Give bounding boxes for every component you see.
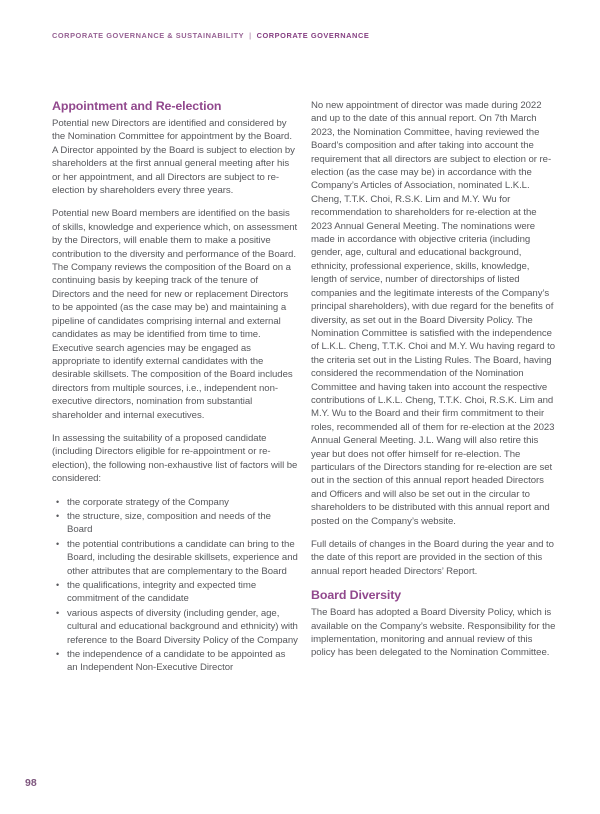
paragraph: Potential new Board members are identified on the basis of skills, knowledge and experience which, on assessment by the Directors, will enable them to make a positive contribution to the diversity and performance of the Board. The Company reviews the composition of the Board on a continuing basis by keeping track of the tenure of Directors and the need for new or replacement Directors to be appointed (as the case may be) and maintaining a pipeline of candidates comprising internal and external candidates as may be identified from time to time. Executive search agencies may be engaged as appropriate to identify external candidates with the desirable skillsets. The composition of the Board includes directors from multiple sources, i.e., independent non-executive directors, nomination from substantial shareholder and internal executives.: [52, 208, 298, 421]
list-item: • the corporate strategy of the Company: [52, 496, 298, 509]
page-number: 98: [25, 777, 37, 789]
breadcrumb-separator: |: [249, 31, 252, 40]
paragraph: No new appointment of director was made during 2022 and up to the date of this annual report. On 7th March 2023, the Nomination Committee, having reviewed the Board’s composition and after taking into account the requirement that all directors are subject to election or re-election (as the case may be) in accordance with the Company’s Articles of Association, nominated L.K.L. Cheng, T.T.K. Choi, R.S.K. Lim and M.Y. Wu for recommendation to shareholders for re-election at the 2023 Annual General Meeting. The nominations were made in accordance with objective criteria (including gender, age, cultural and educational background, ethnicity, professional experience, skills, knowledge, length of service, number of directorships of listed companies and the legitimate interests of the Company’s principal shareholders), with due regard for the benefits of diversity, as set out in the Board Diversity Policy. The Nomination Committee is satisfied with the independence of L.K.L. Cheng, T.T.K. Choi and M.Y. Wu having regard to the criteria set out in the Listing Rules. The Board, having considered the recommendation of the Nomination Committee and having taken into account the respective contributions of L.K.L. Cheng, T.T.K. Choi, R.S.K. Lim and M.Y. Wu to the Board and their firm commitment to their roles, recommended all of them for re-election at the 2023 Annual General Meeting. J.L. Wang will also retire this year but does not offer himself for re-election. The particulars of the Directors standing for re-election are set out in the section of this annual report headed Directors and Officers and will also be set out in the circular to shareholders to be distributed with this annual report and posted on the Company’s website.: [311, 100, 556, 527]
breadcrumb: [52, 31, 369, 40]
section-heading-board-diversity: Board Diversity: [311, 588, 402, 603]
left-column: [52, 99, 298, 676]
list-item: • the structure, size, composition and needs of the Board: [52, 510, 298, 537]
candidate-factors-list: [52, 496, 298, 675]
right-column: [311, 99, 557, 676]
list-item: • the potential contributions a candidate can bring to the Board, including the desirable skillsets, experience and other attributes that are complementary to the Board: [52, 538, 298, 578]
page-content: [52, 99, 557, 676]
paragraph: The Board has adopted a Board Diversity Policy, which is available on the Company’s website. Responsibility for the implementation, monitoring and annual review of this policy has been delegated to the Nomination Committee.: [311, 607, 556, 659]
paragraph: In assessing the suitability of a proposed candidate (including Directors eligible for re-appointment or re-election), the following non-exhaustive list of factors will be considered:: [52, 432, 298, 485]
paragraph: Potential new Directors are identified and considered by the Nomination Committee for appointment by the Board. A Director appointed by the Board is subject to election by shareholders at the first annual general meeting after his or her appointment, and all Directors are subject to re-election by shareholders every three years.: [52, 118, 295, 197]
list-item: • the independence of a candidate to be appointed as an Independent Non-Executive Director: [52, 648, 298, 675]
breadcrumb-current-page: CORPORATE GOVERNANCE: [256, 31, 370, 40]
section-heading-appointment: Appointment and Re-election: [52, 99, 222, 113]
paragraph: Full details of changes in the Board during the year and to the date of this report are provided in the section of this annual report headed Directors’ Report.: [311, 539, 554, 577]
breadcrumb-section: CORPORATE GOVERNANCE & SUSTAINABILITY: [52, 31, 245, 40]
list-item: • the qualifications, integrity and expected time commitment of the candidate: [52, 579, 298, 606]
list-item: • various aspects of diversity (including gender, age, cultural and educational background and ethnicity) with reference to the Board Diversity Policy of the Company: [52, 607, 298, 647]
